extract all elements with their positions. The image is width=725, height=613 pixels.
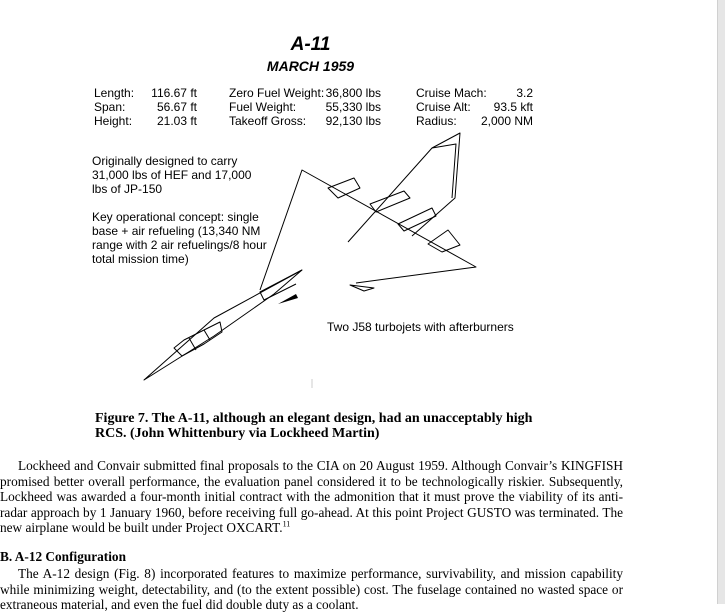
- engine-nacelle: [278, 294, 298, 304]
- tail-rib: [432, 144, 456, 198]
- paragraph-text: The A-12 design (Fig. 8) incorporated features to maximize performance, survivability, and mission capability while minimizing weight, detectability, and (to the extent possible) cost. The fuselage contained no wasted space or extraneous material, and even the fuel did double duty as a coolant.: [0, 566, 623, 612]
- spec-value: 116.67 ft: [151, 86, 197, 100]
- spec-label: Fuel Weight:: [229, 100, 297, 114]
- spec-label: Cruise Mach:: [416, 86, 487, 100]
- wing-panel: [370, 191, 410, 212]
- figure-date: MARCH 1959: [266, 58, 355, 74]
- wing-panel: [328, 178, 360, 198]
- spec-value: 21.03 ft: [156, 114, 197, 128]
- note-line: Originally designed to carry: [92, 154, 238, 168]
- note-line: total mission time): [92, 252, 189, 266]
- figure-caption: [95, 411, 545, 441]
- body-paragraph: [0, 566, 623, 613]
- note-line: lbs of JP-150: [92, 182, 163, 196]
- footnote-ref: 11: [282, 519, 291, 529]
- spec-label: Cruise Alt:: [416, 100, 471, 114]
- caption-line: RCS. (John Whittenbury via Lockheed Martin): [95, 426, 380, 441]
- fuselage: [144, 270, 302, 380]
- vertical-scrollbar[interactable]: [717, 0, 725, 604]
- spec-label: Span:: [94, 100, 126, 114]
- spec-label: Radius:: [416, 114, 457, 128]
- spec-value: 3.2: [516, 86, 533, 100]
- spec-label: Length:: [94, 86, 135, 100]
- spec-value: 55,330 lbs: [325, 100, 381, 114]
- note-line: range with 2 air refuelings/8 hour: [92, 238, 267, 252]
- spec-label: Zero Fuel Weight:: [229, 86, 325, 100]
- body-paragraph: [0, 458, 623, 536]
- spec-label: Takeoff Gross:: [229, 114, 307, 128]
- spec-value: 36,800 lbs: [325, 86, 381, 100]
- caption-line: Figure 7. The A-11, although an elegant design, had an unacceptably high: [95, 411, 533, 426]
- spec-label: Height:: [94, 114, 133, 128]
- note-line: Key operational concept: single: [92, 210, 259, 224]
- figure-title: A-11: [290, 34, 331, 55]
- section-heading: B. A-12 Configuration: [0, 549, 126, 564]
- note-line: base + air refueling (13,340 NM: [92, 224, 261, 238]
- figure-7-image: [64, 26, 564, 396]
- spec-value: 92,130 lbs: [325, 114, 381, 128]
- a11-aircraft-drawing: [64, 26, 564, 396]
- wing-outline: [260, 170, 476, 290]
- spec-value: 2,000 NM: [480, 114, 533, 128]
- spec-value: 93.5 kft: [493, 100, 533, 114]
- ventral-fairing: [350, 285, 374, 291]
- vertical-tail: [348, 133, 460, 242]
- paragraph-text: Lockheed and Convair submitted final proposals to the CIA on 20 August 1959. Although Convair’s KINGFISH promised better overall performance, the evaluation panel considered it to be technologically riskier. Subsequently, Lockheed was awarded a four-month initial contract with the admonition that it must prove the viability of its anti-radar approach by 1 January 1960, before receiving full go-ahead. At this point Project GUSTO was terminated. The new airplane would be built under Project OXCART.: [0, 458, 623, 535]
- engine-note: Two J58 turbojets with afterburners: [327, 320, 514, 334]
- spec-value: 56.67 ft: [156, 100, 197, 114]
- note-line: 31,000 lbs of HEF and 17,000: [92, 168, 252, 182]
